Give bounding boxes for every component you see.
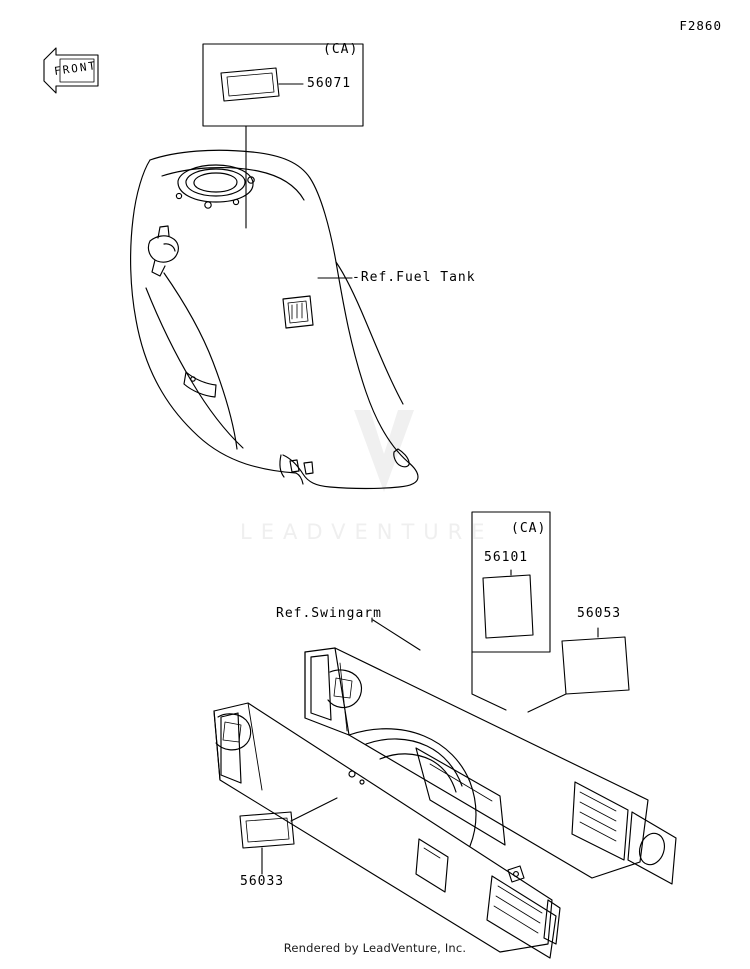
callout-56101: 56101 — [484, 550, 529, 565]
part-56033-plate — [240, 798, 337, 874]
callout-ref-fuel-tank: -Ref.Fuel Tank — [352, 270, 476, 285]
callout-56053: 56053 — [577, 606, 622, 621]
callout-56071: 56071 — [307, 76, 352, 91]
ca-top-box — [203, 44, 363, 224]
diagram-code: F2860 — [679, 18, 722, 33]
callout-ca-mid: (CA) — [511, 521, 547, 536]
footer-credit: Rendered by LeadVenture, Inc. — [283, 941, 467, 955]
leader-ref-swingarm — [373, 620, 420, 650]
swingarm-artwork — [214, 648, 676, 958]
front-badge-label: FRONT — [53, 59, 98, 78]
fuel-tank-artwork — [131, 150, 418, 488]
ca-mid-box — [472, 512, 550, 710]
callout-56033: 56033 — [240, 874, 285, 889]
watermark-text: LEADVENTURE — [240, 520, 494, 544]
part-56053-plate — [528, 628, 629, 712]
front-badge — [36, 44, 102, 96]
callout-ref-swingarm: Ref.Swingarm — [276, 606, 382, 621]
callout-ca-top: (CA) — [323, 42, 359, 57]
